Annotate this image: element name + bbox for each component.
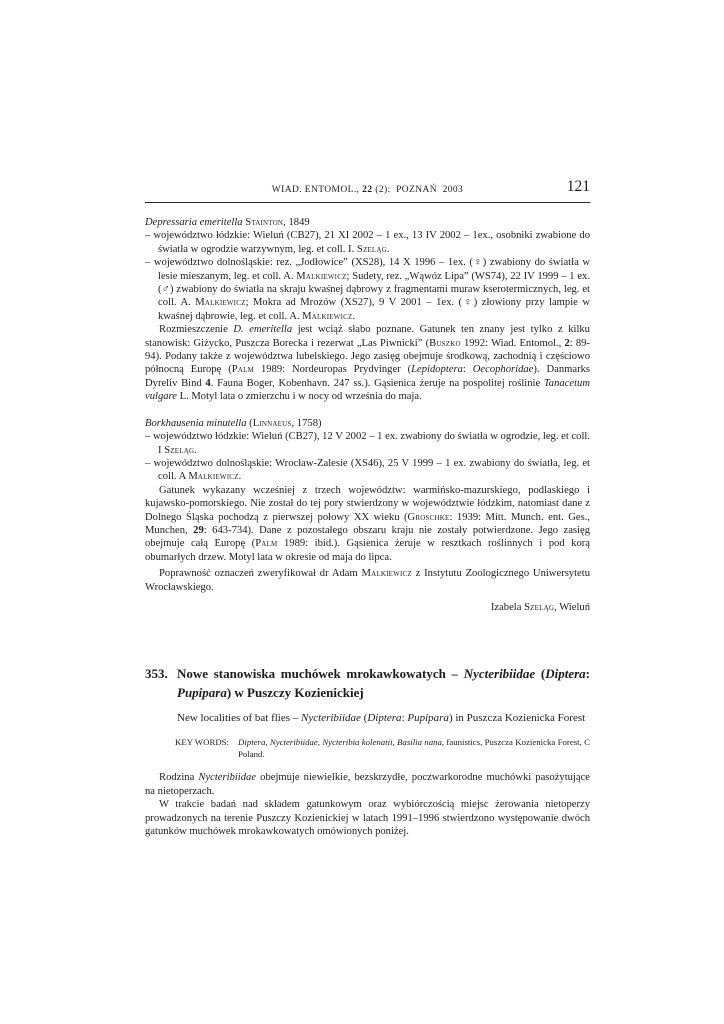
article-title-english: New localities of bat flies – Nycteribiidae (Diptera: Pupipara) in Puszcza Kozienicka Forest (177, 712, 586, 725)
body-paragraph: W trakcie badań nad składem gatunkowym oraz wybiórczością miejsc żerowania nietoperzy prowadzonych na terenie Puszczy Kozienickiej w latach 1991–1996 stwierdzono występowanie dwóch gatunków muchówek mrokawkowatych omówionych poniżej. (145, 799, 590, 837)
page-number: 121 (566, 178, 590, 195)
keywords-label: KEY WORDS: (175, 737, 230, 748)
article-352-continuation (145, 216, 590, 614)
journal-title-line: WIAD. ENTOMOL., 22 (2): POZNAŃ 2003 (271, 185, 464, 195)
verification-paragraph: Poprawność oznaczeń zweryfikował dr Adam Malkiewicz z Instytutu Zoologicznego Uniwersytetu Wrocławskiego. (145, 568, 590, 593)
species-entry-borkhausenia (145, 417, 590, 564)
body-paragraph: Gatunek wykazany wcześniej z trzech województw: warmińsko-mazurskiego, podlaskiego i kujawsko-pomorskiego. Nie został do tej pory stwierdzony w województwie łódzkim, natomiast dane z Dolnego Śląska pochodzą z pierwszej połowy XX wieku (Groschke: 1939: Mitt. Munch. ent. Ges., Munchen, 29: 643-734). Dane z pozostałego obszaru kraju nie zostały potwierdzone. Jego zasięg obejmuje całą Europę (Palm 1989: ibid.). Gąsienica żeruje w resztkach roślinnych i pod korą obumarłych drzew. Motyl lata w okresie od maja do lipca. (145, 484, 590, 563)
keywords-text: Diptera, Nycteribiidae, Nycteribia kolenatii, Basilia nana, faunistics, Puszcza Kozienicka Forest, C Poland. (238, 737, 590, 759)
body-paragraph: Rozmieszczenie D. emeritella jest wciąż słabo poznane. Gatunek ten znany jest tylko z kilku stanowisk: Giżycko, Puszcza Borecka i rezerwat „Las Piwnicki” (Buszko 1992: Wiad. Entomol., 2: 89-94). Podany także z województwa lubelskiego. Jego zasięg obejmuje środkową, zachodnią i częściowo północną Europę (Palm 1989: Nordeuropas Prydvinger (Lepidoptera: Oecophoridae). Danmarks Dyreliv Bind 4. Fauna Boger, Kobenhavn. 247 ss.). Gąsienica żeruje na pospolitej roślinie Tanacetum vulgare L. Motyl lata o zmierzchu i w nocy od września do maja. (145, 324, 591, 403)
species-heading: Borkhausenia minutella (Linnaeus, 1758) (145, 417, 322, 429)
record-item: – województwo dolnośląskie: rez. „Jodłowice” (XS28), 14 X 1996 – 1ex. (♀) zwabiony do światła w lesie mieszanym, leg. et coll. A. Malkiewicz; Sudety, rez. „Wąwóz Lipa” (WS74), 22 IV 1999 – 1 ex. (♂) zwabiony do światła na skraju kwaśnej dąbrowy z fragmentami muraw kserotermicznych, leg. et coll. A. Malkiewicz; Mokra ad Mrozów (XS27), 9 V 2001 – 1ex. (♀) złowiony przy lampie w kwaśnej dąbrowie, leg. et coll. A. Malkiewicz. (145, 257, 590, 322)
author-signature: Izabela Szeląg, Wieluń (490, 601, 590, 613)
record-item: – województwo łódzkie: Wieluń (CB27), 12 V 2002 – 1 ex. zwabiony do światła w ogrodzie, leg. et coll. I Szeląg. (145, 431, 590, 456)
running-head (145, 178, 590, 203)
species-heading: Depressaria emeritella Stainton, 1849 (145, 217, 310, 228)
keywords-block (175, 737, 590, 760)
article-heading (145, 665, 590, 702)
text-column (145, 178, 591, 838)
record-item: – województwo łódzkie: Wieluń (CB27), 21 XI 2002 – 1 ex., 13 IV 2002 – 1ex., osobniki zwabione do światła w ogrodzie warzywnym, leg. et coll. I. Szeląg. (145, 230, 590, 255)
record-item: – województwo dolnośląskie: Wrocław-Zalesie (XS46), 25 V 1999 – 1 ex. zwabiony do światła, leg. et coll. A Malkiewicz. (145, 457, 590, 483)
species-entry-depressaria (145, 216, 590, 404)
article-title-polish: Nowe stanowiska muchówek mrokawkowatych – Nycteribiidae (Diptera: Pupipara) w Puszczy Kozienickiej (177, 666, 590, 700)
article-number: 353. (145, 666, 168, 682)
article-353-note (145, 665, 590, 838)
body-paragraph: Rodzina Nycteribiidae obejmuje niewielkie, bezskrzydłe, poczwarkorodne muchówki pasożytujące na nietoperzach. (145, 772, 590, 797)
